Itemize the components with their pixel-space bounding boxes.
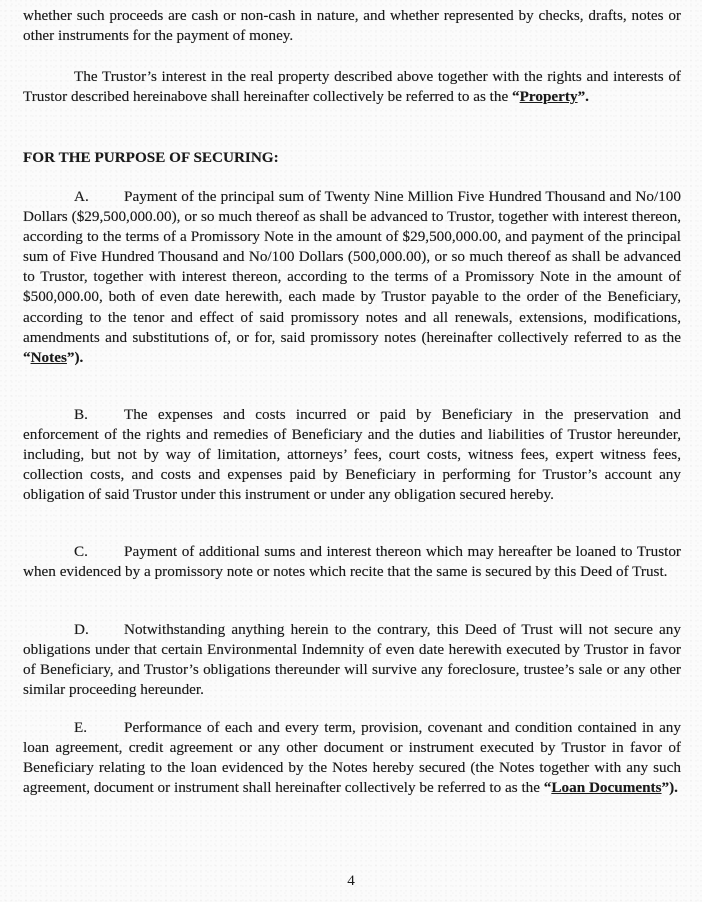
property-paragraph-text: The Trustor’s interest in the real property described above together with the rights and interests of Trustor described hereinabove shall hereinafter collectively be referred to as the xyxy=(23,68,681,106)
paragraph-c-label: C. xyxy=(74,543,88,560)
section-heading xyxy=(23,148,681,168)
paragraph-e xyxy=(23,718,681,798)
paragraph-d-text: Notwithstanding anything herein to the contrary, this Deed of Trust will not secure any obligations under that certain Environmental Indemnity of even date herewith executed by Trustor in favor of Beneficiary, and Trustor’s obligations thereunder will survive any foreclosure, trustee’s sale or any other similar proceeding hereunder. xyxy=(23,621,681,699)
property-close-quote: ”. xyxy=(577,88,589,106)
property-open-quote: “ xyxy=(512,88,520,106)
paragraph-b xyxy=(23,405,681,505)
continuation-paragraph xyxy=(23,6,681,46)
paragraph-e-text: Performance of each and every term, provision, covenant and condition contained in any loan agreement, credit agreement or any other document or instrument executed by Trustor in favor of Beneficiary relating to the loan evidenced by the Notes hereby secured (the Notes together with any such agreement, document or instrument shall hereinafter collectively be referred to as the xyxy=(23,719,681,797)
property-paragraph xyxy=(23,67,681,107)
paragraph-a-text: Payment of the principal sum of Twenty Nine Million Five Hundred Thousand and No/100 Dollars ($29,500,000.00), or so much thereof as shall be advanced to Trustor, together with interest thereon, according to the terms of a Promissory Note in the amount of $29,500,000.00, and payment of the principal sum of Five Hundred Thousand and No/100 Dollars (500,000.00), or so much thereof as shall be advanced to Trustor, together with interest thereon, according to the terms of a Promissory Note in the amount of $500,000.00, both of even date herewith, each made by Trustor payable to the order of the Beneficiary, according to the tenor and effect of said promissory notes and all renewals, extensions, modifications, amendments and substitutions of, or for, said promissory notes (hereinafter collectively referred to as the xyxy=(23,188,681,346)
loan-documents-close-quote: ”). xyxy=(661,779,678,797)
paragraph-b-text: The expenses and costs incurred or paid by Beneficiary in the preservation and enforcement of the rights and remedies of Beneficiary and the duties and liabilities of Trustor hereunder, including, but not by way of limitation, attorneys’ fees, court costs, witness fees, expert witness fees, collection costs, and costs and expenses paid by Beneficiary in performing for Trustor’s account any obligation of said Trustor under this instrument or under any obligation secured hereby. xyxy=(23,406,681,504)
continuation-text: whether such proceeds are cash or non-cash in nature, and whether represented by checks, drafts, notes or other instruments for the payment of money. xyxy=(23,7,681,45)
loan-documents-defined-term: Loan Documents xyxy=(551,779,662,797)
notes-open-quote: “ xyxy=(23,348,31,366)
paragraph-c-text: Payment of additional sums and interest thereon which may hereafter be loaned to Trustor when evidenced by a promissory note or notes which recite that the same is secured by this Deed of Trust. xyxy=(23,543,681,581)
paragraph-a-label: A. xyxy=(74,188,89,205)
paragraph-e-label: E. xyxy=(74,719,88,736)
paragraph-c xyxy=(23,542,681,582)
paragraph-d xyxy=(23,620,681,700)
section-heading-text: FOR THE PURPOSE OF SECURING: xyxy=(23,149,279,166)
property-defined-term: Property xyxy=(519,88,578,106)
page-number: 4 xyxy=(347,872,355,889)
paragraph-b-label: B. xyxy=(74,406,88,423)
loan-documents-open-quote: “ xyxy=(543,779,552,797)
paragraph-d-label: D. xyxy=(74,621,89,638)
paragraph-a xyxy=(23,187,681,368)
notes-close-quote: ”). xyxy=(66,348,84,366)
notes-defined-term: Notes xyxy=(30,348,67,366)
